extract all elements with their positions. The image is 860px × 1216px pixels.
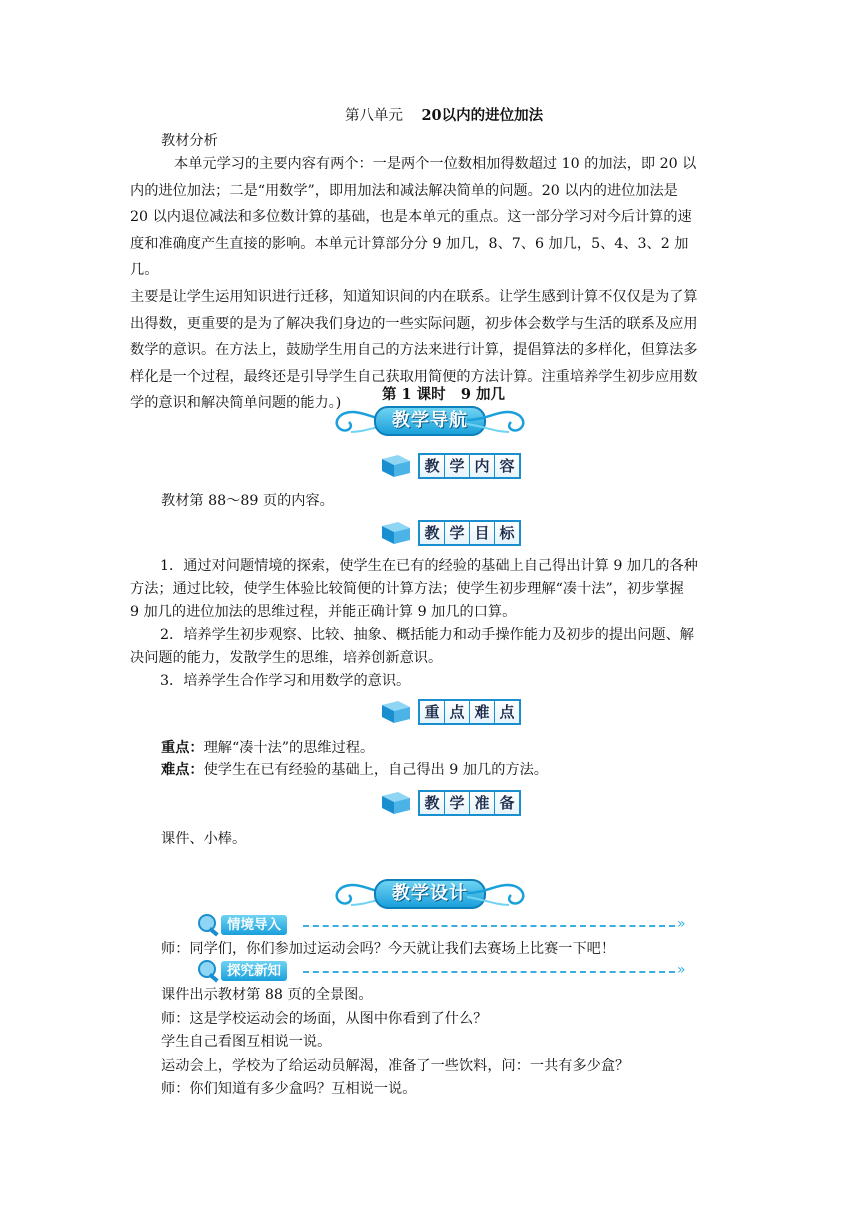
lesson-period: 第 1 课时 — [382, 386, 446, 403]
section-char: 准 — [470, 792, 495, 814]
section-teaching-goals — [380, 519, 521, 547]
analysis-paragraph — [130, 151, 710, 417]
swirl-right-icon — [465, 877, 535, 909]
step-label: 探究新知 — [221, 961, 287, 981]
analysis-line: 度和准确度产生直接的影响。本单元计算部分分 9 加几，8、7、6 加几，5、4、3、2 加几。 — [130, 235, 689, 279]
section-teaching-prep — [380, 789, 521, 817]
explore-line: 师：这是学校运动会的场面，从图中你看到了什么？ — [161, 1010, 488, 1027]
explore-line: 学生自己看图互相说一说。 — [161, 1034, 332, 1050]
step-label: 情境导入 — [221, 915, 287, 935]
book-icon — [380, 453, 414, 479]
unit-title — [345, 104, 543, 125]
goal-line: 决问题的能力，发散学生的思维，培养创新意识。 — [130, 650, 443, 666]
explore-content — [161, 984, 629, 1102]
section-char: 难 — [470, 701, 495, 723]
analysis-line: 出得数，更重要的是为了解决我们身边的一些实际问题，初步体会数学与生活的联系及应用 — [130, 315, 698, 332]
section-key-points — [380, 698, 521, 726]
double-chevron-icon: » — [677, 962, 686, 978]
prep-text: 课件、小棒。 — [161, 831, 247, 847]
section-char: 学 — [445, 455, 470, 477]
dashed-divider — [303, 925, 675, 927]
banner-label: 教学设计 — [374, 879, 486, 909]
key-text: 理解“凑十法”的思维过程。 — [203, 740, 375, 756]
analysis-line: 内的进位加法；二是“用数学”，即用加法和减法解决简单的问题。20 以内的进位加法是 — [130, 182, 678, 199]
lesson-title — [382, 383, 505, 404]
banner-teaching-design — [325, 877, 535, 909]
section-char: 点 — [495, 701, 519, 723]
book-icon — [380, 699, 414, 725]
lesson-topic: 9 加几 — [460, 386, 505, 403]
section-label-box — [418, 699, 521, 725]
section-char: 教 — [420, 455, 445, 477]
key-label: 重点： — [161, 740, 204, 756]
magnifier-icon — [195, 959, 223, 983]
analysis-line: 20 以内退位减法和多位数计算的基础，也是本单元的重点。这一部分学习对今后计算的速 — [130, 209, 692, 226]
section-char: 重 — [420, 701, 445, 723]
section-label-box — [418, 520, 521, 546]
book-icon — [380, 790, 414, 816]
analysis-line: 样化是一个过程，最终还是引导学生自己获取用简便的方法计算。注重培养学生初步应用数 — [130, 368, 698, 385]
goal-line: 2．培养学生初步观察、比较、抽象、概括能力和动手操作能力及初步的提出问题、解 — [160, 627, 694, 643]
banner-label: 教学导航 — [374, 406, 486, 436]
difficult-label: 难点： — [161, 762, 204, 778]
section-label-box — [418, 453, 521, 479]
analysis-heading: 教材分析 — [161, 133, 218, 149]
difficult-point — [161, 759, 548, 781]
section-char: 教 — [420, 792, 445, 814]
section-char: 容 — [495, 455, 519, 477]
section-char: 点 — [445, 701, 470, 723]
explore-line: 课件出示教材第 88 页的全景图。 — [161, 987, 373, 1003]
section-char: 学 — [445, 522, 470, 544]
step-explore-new — [195, 959, 695, 983]
analysis-line: 数学的意识。在方法上，鼓励学生用自己的方法来进行计算，提倡算法的多样化，但算法多 — [130, 342, 698, 359]
unit-name: 20以内的进位加法 — [421, 107, 544, 124]
magnifier-icon — [195, 913, 223, 937]
section-char: 内 — [470, 455, 495, 477]
banner-teaching-nav — [325, 404, 535, 436]
analysis-line: 本单元学习的主要内容有两个：一是两个一位数相加得数超过 10 的加法，即 20 以 — [174, 156, 697, 172]
section-char: 备 — [495, 792, 519, 814]
swirl-right-icon — [465, 404, 535, 436]
section-char: 教 — [420, 522, 445, 544]
analysis-line: 主要是让学生运用知识进行迁移，知道知识间的内在联系。让学生感到计算不仅仅是为了算 — [130, 288, 698, 305]
content-text: 教材第 88～89 页的内容。 — [161, 493, 334, 509]
intro-text: 师：同学们，你们参加过运动会吗？今天就让我们去赛场上比赛一下吧！ — [161, 941, 616, 957]
unit-number: 第八单元 — [345, 108, 403, 124]
explore-line: 运动会上，学校为了给运动员解渴，准备了一些饮料，问：一共有多少盒？ — [161, 1057, 630, 1074]
step-scenario-intro — [195, 913, 695, 937]
key-point — [161, 737, 374, 759]
double-chevron-icon: » — [677, 916, 686, 932]
section-char: 学 — [445, 792, 470, 814]
goal-line: 1．通过对问题情境的探索，使学生在已有的经验的基础上自己得出计算 9 加几的各种 — [160, 558, 698, 574]
analysis-line: 学的意识和解决简单问题的能力。) — [130, 395, 342, 412]
section-char: 标 — [495, 522, 519, 544]
section-char: 目 — [470, 522, 495, 544]
goal-line: 3．培养学生合作学习和用数学的意识。 — [160, 673, 411, 689]
dashed-divider — [303, 971, 675, 973]
book-icon — [380, 520, 414, 546]
section-teaching-content — [380, 452, 521, 480]
section-label-box — [418, 790, 521, 816]
difficult-text: 使学生在已有经验的基础上，自己得出 9 加几的方法。 — [203, 762, 548, 778]
goals-list — [130, 555, 720, 693]
goal-line: 方法；通过比较，使学生体验比较简便的计算方法；使学生初步理解“凑十法”，初步掌握 — [130, 581, 684, 597]
explore-line: 师：你们知道有多少盒吗？互相说一说。 — [161, 1081, 417, 1097]
goal-line: 9 加几的进位加法的思维过程，并能正确计算 9 加几的口算。 — [130, 604, 517, 620]
